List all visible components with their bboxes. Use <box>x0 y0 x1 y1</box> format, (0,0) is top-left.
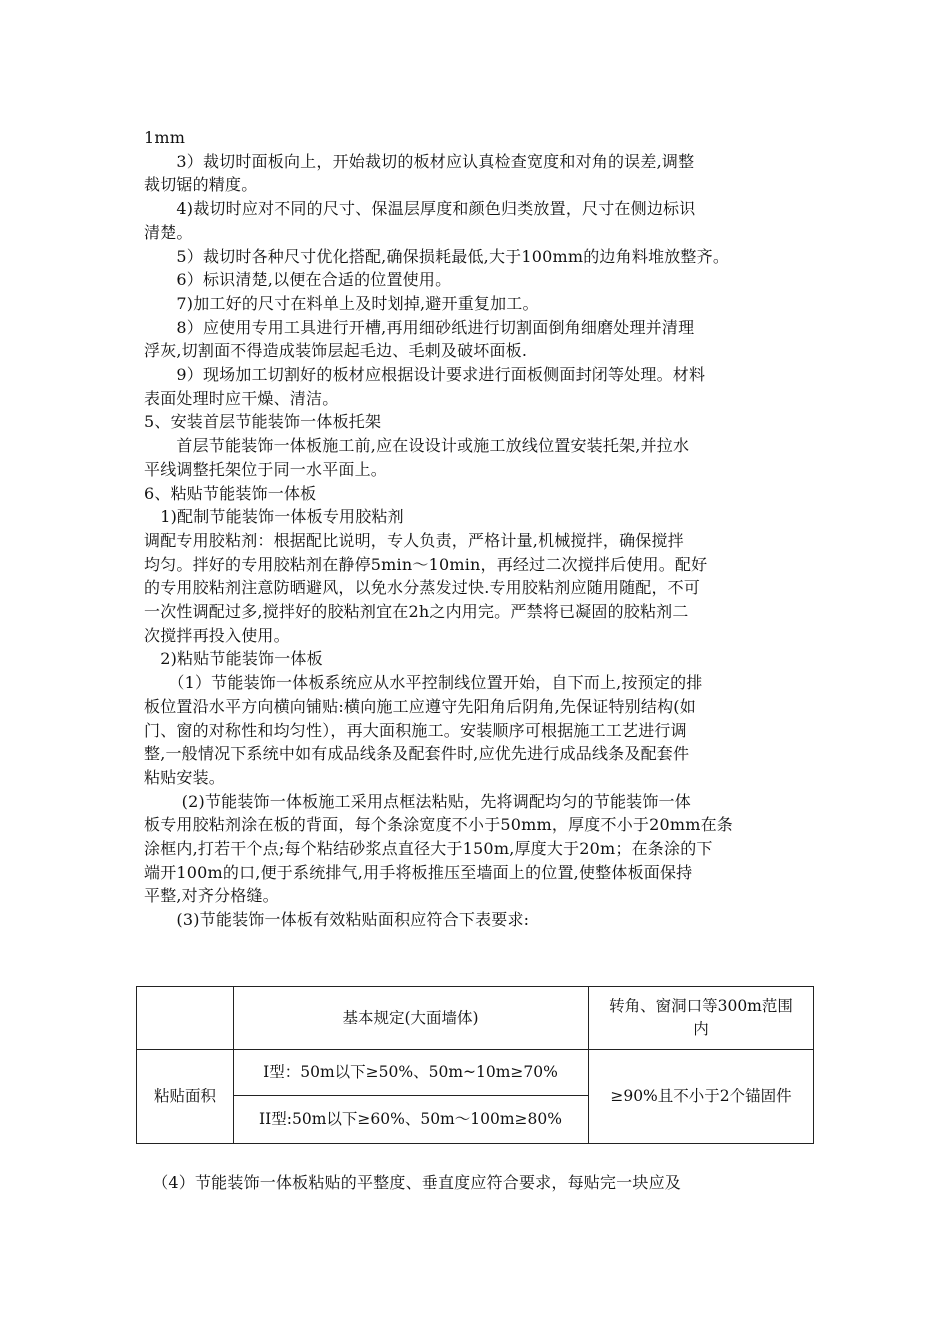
text-line: （1）节能装饰一体板系统应从水平控制线位置开始，自下而上,按预定的排 <box>144 673 703 693</box>
text-line: 1)配制节能装饰一体板专用胶粘剂 <box>144 507 404 527</box>
text-line: 3）裁切时面板向上，开始裁切的板材应认真检查宽度和对角的误差,调整 <box>144 151 695 171</box>
text-line: 浮灰,切割面不得造成装饰层起毛边、毛刺及破坏面板. <box>144 341 528 361</box>
table-cell-type1: I型：50m以下≥50%、50m~10m≥70% <box>263 1062 558 1081</box>
text-line: 6）标识清楚,以便在合适的位置使用。 <box>144 270 452 290</box>
text-line: 板专用胶粘剂涂在板的背面，每个条涂宽度不小于50mm，厚度不小于20mm在条 <box>144 815 734 835</box>
table-cell-type2: II型:50m以下≥60%、50m～100m≥80% <box>259 1109 562 1128</box>
text-line: 端开100m的口,便于系统排气,用手将板推压至墙面上的位置,使整体板面保持 <box>144 862 693 882</box>
text-line: 的专用胶粘剂注意防晒避风，以免水分蒸发过快.专用胶粘剂应随用随配，不可 <box>144 578 701 598</box>
text-line: 次搅拌再投入使用。 <box>144 625 290 645</box>
text-line: 9）现场加工切割好的板材应根据设计要求进行面板侧面封闭等处理。材料 <box>144 365 706 384</box>
text-line: 整,一般情况下系统中如有成品线条及配套件时,应优先进行成品线条及配套件 <box>144 744 690 764</box>
text-line: (3)节能装饰一体板有效粘贴面积应符合下表要求: <box>144 910 530 930</box>
text-line: 清楚。 <box>144 222 193 242</box>
text-line: 裁切锯的精度。 <box>144 175 258 195</box>
table-header-corner: 转角、窗洞口等300m范围内 <box>609 997 793 1038</box>
table-cell-corner-value: ≥90%且不小于2个锚固件 <box>610 1086 792 1105</box>
text-line: 平整,对齐分格缝。 <box>144 886 279 906</box>
text-line: 首层节能装饰一体板施工前,应在设设计或施工放线位置安装托架,并拉水 <box>144 436 690 456</box>
text-line: 4)裁切时应对不同的尺寸、保温层厚度和颜色归类放置，尺寸在侧边标识 <box>144 199 696 219</box>
text-line: (2)节能装饰一体板施工采用点框法粘贴，先将调配均匀的节能装饰一体 <box>144 791 691 811</box>
text-line: 粘贴安装。 <box>144 767 226 787</box>
text-line: 6、粘贴节能装饰一体板 <box>144 483 317 503</box>
text-line: 门、窗的对称性和均匀性），再大面积施工。安装顺序可根据施工工艺进行调 <box>144 720 687 740</box>
text-line: 板位置沿水平方向横向铺贴:横向施工应遵守先阳角后阴角,先保证特别结构(如 <box>144 696 696 716</box>
paragraph-line-after-table: （4）节能装饰一体板粘贴的平整度、垂直度应符合要求，每贴完一块应及 <box>144 1173 681 1192</box>
text-line: 7)加工好的尺寸在料单上及时划掉,避开重复加工。 <box>144 293 539 313</box>
text-line: 均匀。拌好的专用胶粘剂在静停5min～10min，再经过二次搅拌后使用。配好 <box>144 554 708 574</box>
text-line: 2)粘贴节能装饰一体板 <box>144 649 323 669</box>
text-line: 涂框内,打若干个点;每个粘结砂浆点直径大于150m,厚度大于20m；在条涂的下 <box>144 839 713 858</box>
text-line: 一次性调配过多,搅拌好的胶粘剂宜在2h之内用完。严禁将已凝固的胶粘剂二 <box>144 602 689 621</box>
text-line: 8）应使用专用工具进行开槽,再用细砂纸进行切割面倒角细磨处理并清理 <box>144 317 695 337</box>
text-line: 5、安装首层节能装饰一体板托架 <box>144 412 382 432</box>
text-line: 平线调整托架位于同一水平面上。 <box>144 459 388 479</box>
table-header-basic: 基本规定(大面墙体) <box>342 1008 479 1027</box>
text-line: 表面处理时应干燥、清洁。 <box>144 388 339 408</box>
bonding-area-table <box>136 986 814 1144</box>
text-line: 5）裁切时各种尺寸优化搭配,确保损耗最低,大于100mm的边角料堆放整齐。 <box>144 246 730 266</box>
table-row-label: 粘贴面积 <box>153 1086 216 1105</box>
text-line: 1mm <box>144 128 186 147</box>
text-line: 调配专用胶粘剂：根据配比说明，专人负责，严格计量,机械搅拌，确保搅拌 <box>144 530 684 550</box>
